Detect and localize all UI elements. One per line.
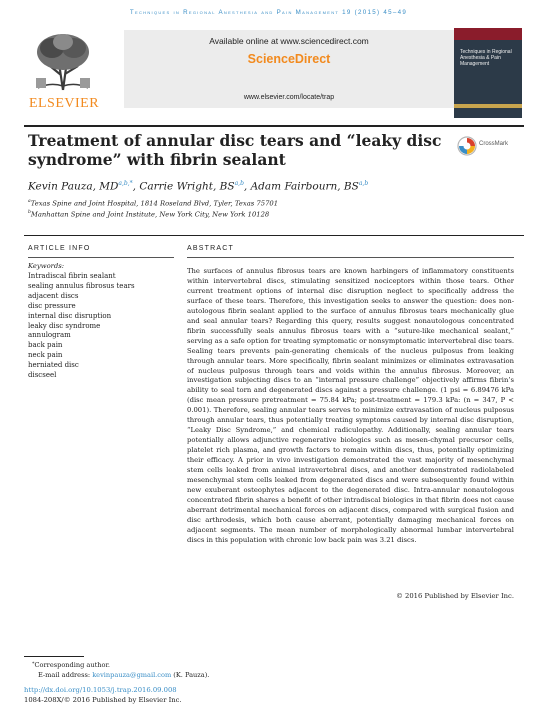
sciencedirect-box xyxy=(124,30,454,108)
affiliation-text: Texas Spine and Joint Hospital, 1814 Roseland Blvd, Tyler, Texas 75701 xyxy=(30,199,279,208)
cover-stripe xyxy=(454,104,522,108)
crossmark-label: CrossMark xyxy=(479,141,509,147)
crossmark-badge[interactable] xyxy=(457,134,515,160)
abstract-text: The surfaces of annulus fibrosus tears are known harbingers of inflammatory constituents within intervertebral discs, stimulating sensitized nociceptors within those tears. Other current treatment options of internal disc disruption neglect to specifically address the surface of these tears. Therefore, this investigation seeks to answer the question: does non-autologous fibrin sealant applied to the surface of annulus fibrosus tears mechanically glue and seal annular tears? Regarding this query, results suggest nonautologous concentrated fibrin successfully seals annulus fibrosus tears with a “suture-like mechanical sealant,” serving as a safe option for treating symptomatic or nonsymptomatic intervertebral disc tears. Sealing tears prevents pain-generating chemicals of the nucleus pulposus from leaking through annular tears. More specifically, fibrin sealant minimizes or eliminates extravasation of nucleus pulposus through tears and voids within the annulus fibrosus. Moreover, an investigation subjecting discs to an “internal pressure challenge” objectively affirms fibrin’s ability to seal torn and degenerated discs against a pressure challenge. (1 psi = 6.89476 kPa (disc mean pressure pretreatment = 75.84 kPa; post-treatment = 179.3 kPa: (n = 347, P < 0.001). Therefore, sealing annular tears serves to minimize extravasation of nucleus pulposus through annular tears, thus potentially treating symptoms caused by internal disc disruption, “Leaky Disc Syndrome,” and chemical radiculopathy. Additionally, sealing annular tears potentially allows adjunctive regenerative biologics such as mesen-chymal precursor cells, platelet rich plasma, and growth factors to remain within discs, thus, potentially optimizing their efficacy. A prior in vivo investigation demonstrated the vast majority of mesenchymal stem cells leaked from animal intravertebral discs, and another demonstrated radiolabeled mesenchymal stem cells leaked from degenerated discs and were subsequently found within new exuberant osteophytes adjacent to the degenerated disc. Intra-annular nonautologous concentrated fibrin shares a benefit of other intradiscal biologics in that fibrin does not cause aberrant detrimental mechanical forces on adjacent discs, compared with surgical fusion and disc arthrodesis, which both cause aberrant, potentially damaging mechanical forces on adjacent segments. The mean number of morphologically abnormal lumbar intervertebral discs in this population with chronic low back pain was 3.21 discs. xyxy=(187,267,514,544)
keyword: disc pressure xyxy=(28,301,76,310)
crossmark-icon xyxy=(457,136,477,156)
keywords-label: Keywords: xyxy=(28,262,65,270)
keyword: herniated disc xyxy=(28,361,79,370)
cover-band xyxy=(454,28,522,40)
corresponding-star[interactable]: * xyxy=(129,180,133,187)
journal-url[interactable]: www.elsevier.com/locate/trap xyxy=(243,94,335,101)
affiliation-text: Manhattan Spine and Joint Institute, New York City, New York 10128 xyxy=(30,210,270,219)
footnote-symbol: * xyxy=(32,661,35,667)
affiliation-mark: a xyxy=(28,199,31,204)
doi-link[interactable]: http://dx.doi.org/10.1053/j.trap.2016.09.008 xyxy=(24,686,177,694)
email-label: E-mail address: xyxy=(38,671,93,679)
email-footnote xyxy=(38,671,209,679)
abstract-copyright: © 2016 Published by Elsevier Inc. xyxy=(396,592,514,600)
author-affil-mark[interactable]: a,b xyxy=(358,180,369,187)
elsevier-logo[interactable] xyxy=(24,24,104,120)
cover-title: Techniques in Regional Anesthesia & Pain Management xyxy=(460,49,512,67)
author-list xyxy=(28,180,528,193)
keyword: neck pain xyxy=(28,351,63,360)
author-separator: , xyxy=(243,180,251,193)
section-rule xyxy=(24,235,524,236)
sciencedirect-brand[interactable]: ScienceDirect xyxy=(247,52,331,66)
affiliation xyxy=(28,199,278,207)
footnote-rule xyxy=(24,656,84,657)
title-line-1: Treatment of annular disc tears and “leaky disc xyxy=(28,131,442,150)
affiliation xyxy=(28,210,269,218)
elsevier-wordmark: ELSEVIER xyxy=(28,96,100,111)
author-affil-mark[interactable]: a,b xyxy=(234,180,244,187)
abstract-rule xyxy=(187,257,514,258)
keyword: leaky disc syndrome xyxy=(28,321,101,330)
keyword: sealing annulus fibrosus tears xyxy=(28,281,135,290)
author-name[interactable]: Kevin Pauza, MD xyxy=(28,180,119,193)
available-online-text: Available online at www.sciencedirect.com xyxy=(209,36,369,46)
issn-line: 1084-208X/© 2016 Published by Elsevier Inc. xyxy=(24,696,182,704)
keywords-list xyxy=(28,272,178,381)
keyword: discseel xyxy=(28,371,57,380)
author-separator: , xyxy=(132,180,140,193)
corresponding-label: Corresponding author. xyxy=(34,661,111,669)
author-name[interactable]: Carrie Wright, BS xyxy=(139,180,235,193)
corresponding-footnote xyxy=(32,661,110,669)
keyword: annulogram xyxy=(28,331,71,340)
email-suffix: (K. Pauza). xyxy=(171,671,210,679)
author-affil-mark[interactable]: a,b, xyxy=(118,180,130,187)
keyword: Intradiscal fibrin sealant xyxy=(28,272,116,280)
keyword: adjacent discs xyxy=(28,291,79,300)
elsevier-tree-icon xyxy=(30,30,96,92)
keyword: internal disc disruption xyxy=(28,311,112,320)
email-link[interactable]: kevinpauza@gmail.com xyxy=(92,671,172,679)
author-name[interactable]: Adam Fairbourn, BS xyxy=(250,180,359,193)
article-title xyxy=(28,131,448,169)
article-info-rule xyxy=(28,257,174,258)
affiliation-mark: b xyxy=(28,210,31,215)
abstract-heading: ABSTRACT xyxy=(187,245,234,252)
publisher-banner xyxy=(24,24,524,120)
article-info-heading: ARTICLE INFO xyxy=(28,245,91,252)
header-rule xyxy=(24,125,524,127)
journal-cover[interactable] xyxy=(454,28,522,118)
keyword: back pain xyxy=(28,341,63,350)
title-line-2: syndrome” with fibrin sealant xyxy=(28,150,286,169)
journal-header: Techniques in Regional Anesthesia and Pain Management 19 (2015) 45–49 xyxy=(129,9,408,16)
